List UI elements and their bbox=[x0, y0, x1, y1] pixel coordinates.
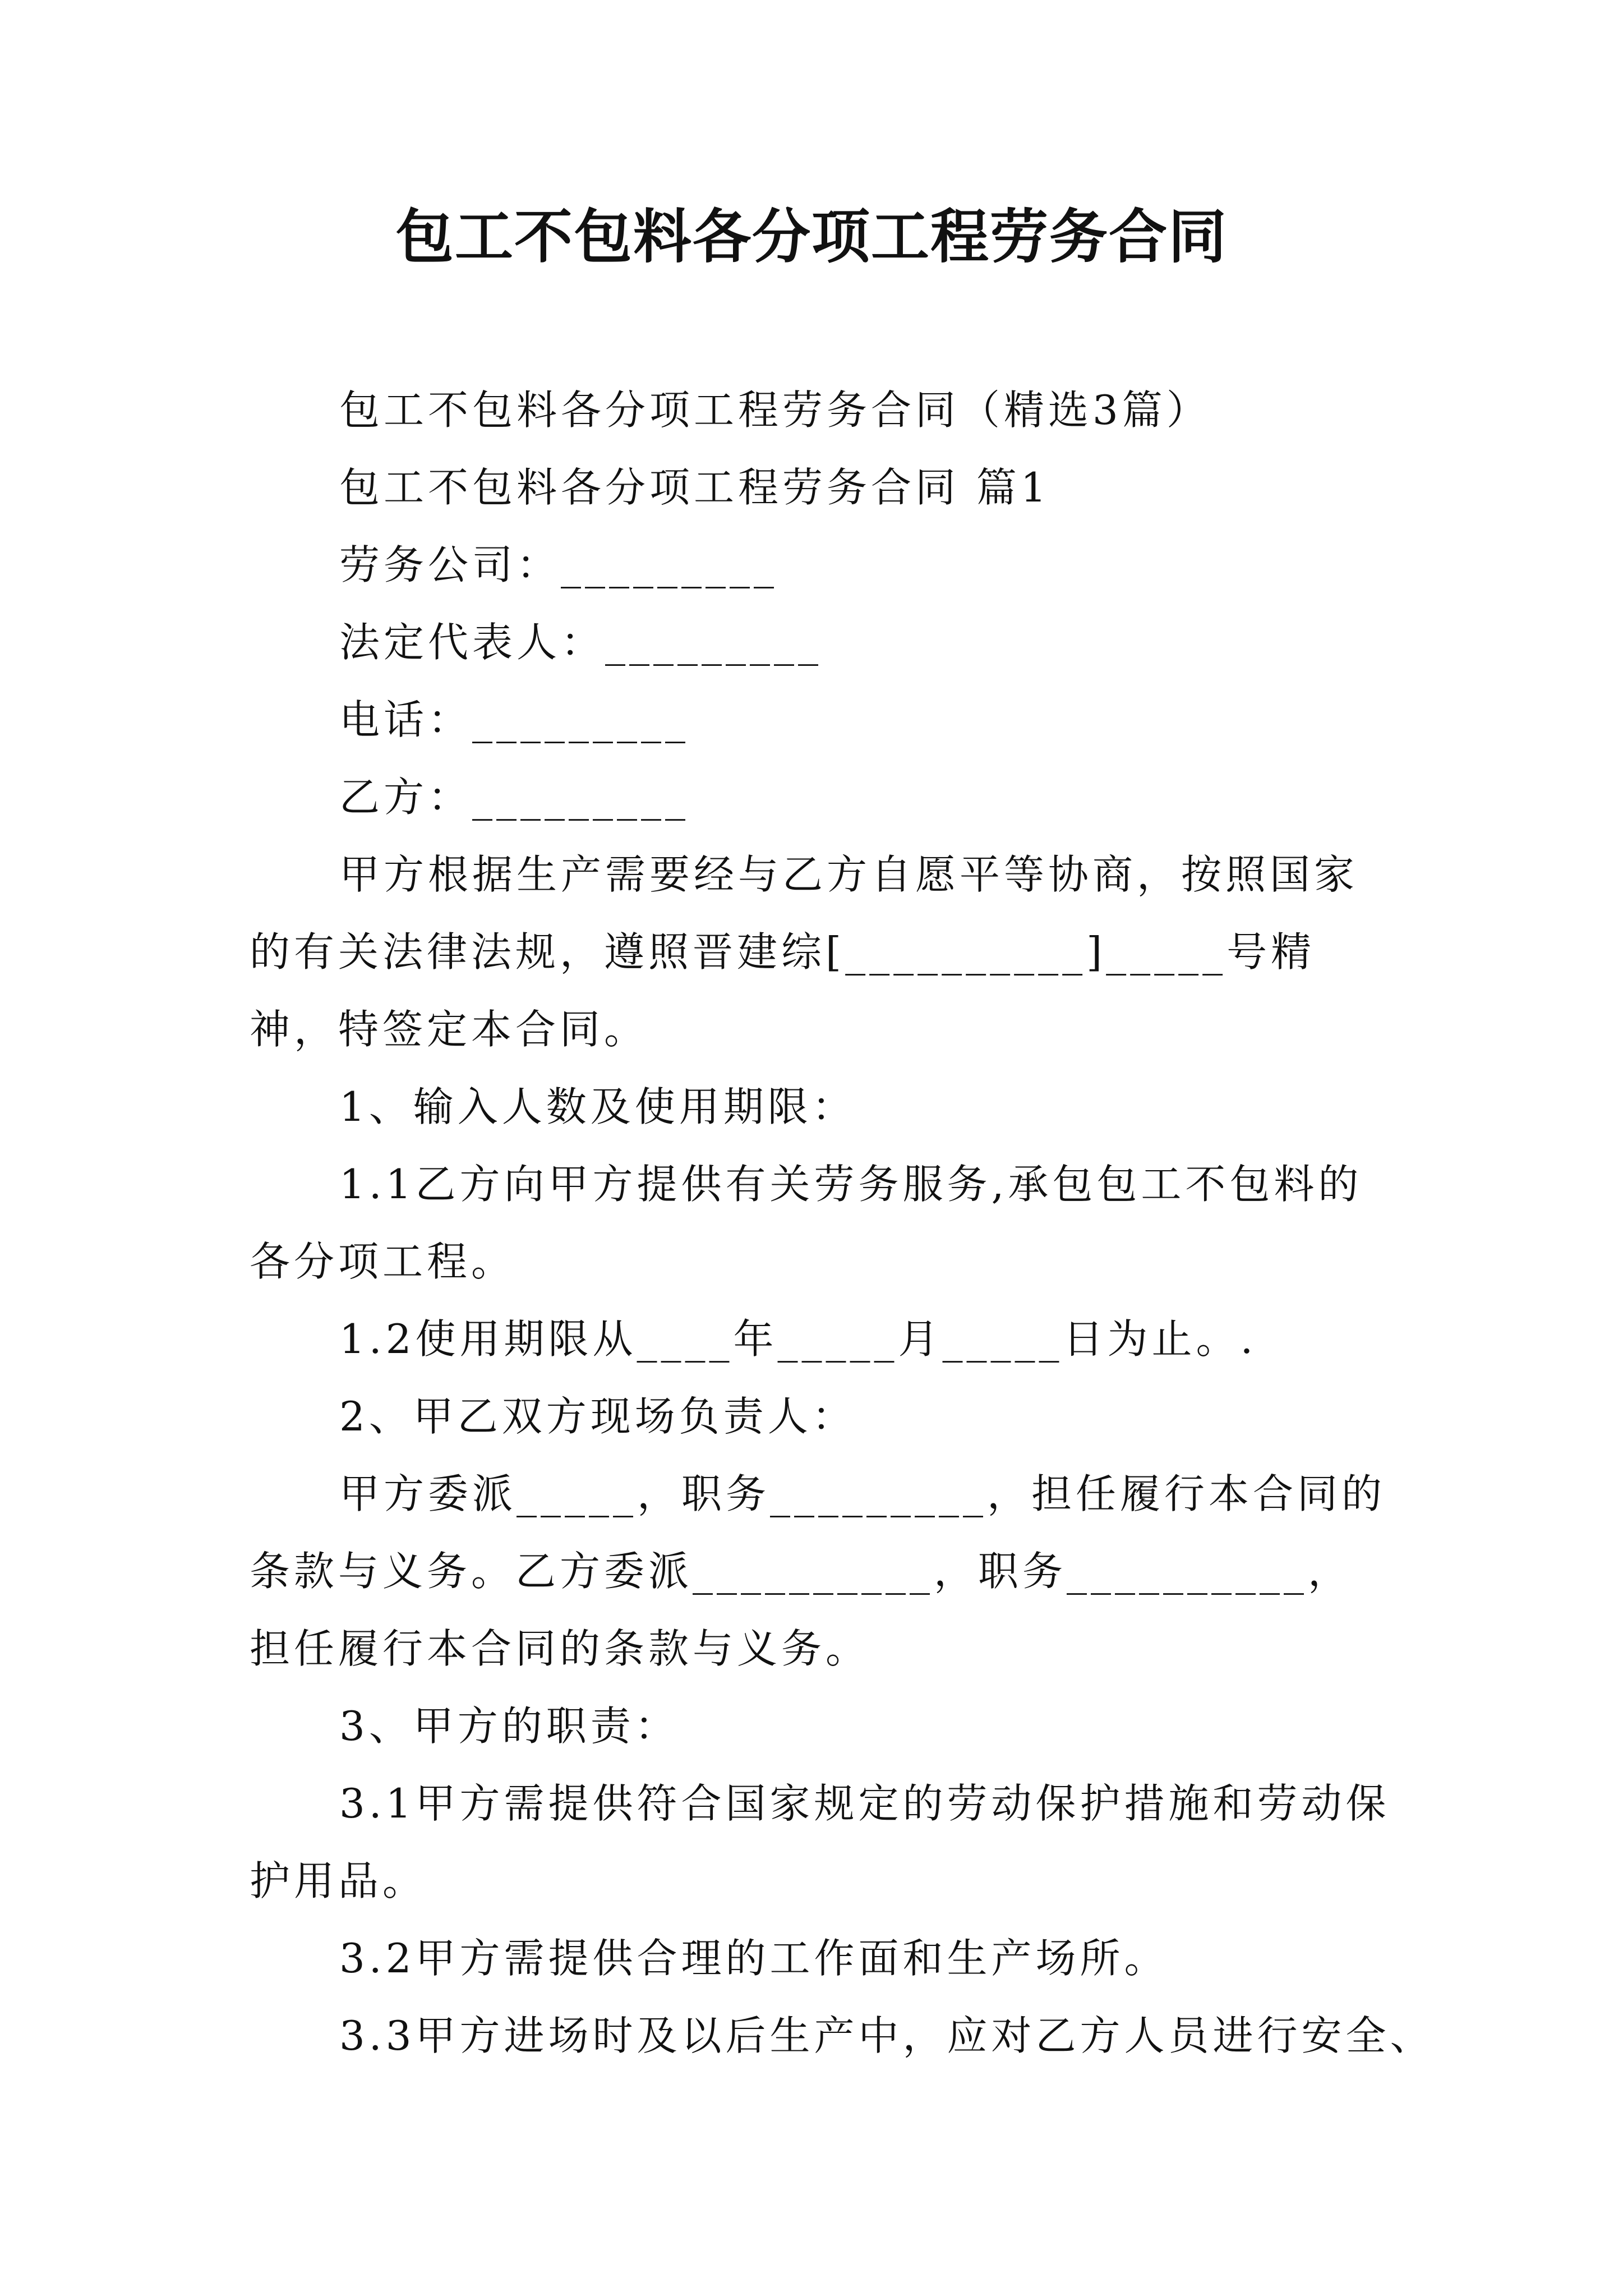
paragraph-clause-3: 3、甲方的职责： bbox=[339, 1703, 679, 1750]
paragraph-subtitle: 包工不包料各分项工程劳务合同（精选3篇） bbox=[339, 386, 1211, 434]
paragraph-clause-2-body: 甲方委派_____，职务_________，担任履行本合同的条款与义务。乙方委派__________，职务__________，担任履行本合同的条款与义务。 bbox=[250, 1470, 1386, 1672]
paragraph-clause-3-1: 3.1甲方需提供符合国家规定的劳动保护措施和劳动保护用品。 bbox=[250, 1780, 1390, 1904]
paragraph-clause-2: 2、甲乙双方现场负责人： bbox=[339, 1393, 856, 1440]
paragraph-legal-representative: 法定代表人：_________ bbox=[339, 619, 823, 666]
paragraph-clause-1-1: 1.1乙方向甲方提供有关劳务服务,承包包工不包料的各分项工程。 bbox=[250, 1161, 1363, 1285]
document-title: 包工不包料各分项工程劳务合同 bbox=[395, 202, 1228, 271]
paragraph-labor-company: 劳务公司：_________ bbox=[339, 541, 778, 588]
paragraph-clause-1: 1、输入人数及使用期限： bbox=[339, 1083, 856, 1130]
paragraph-party-b: 乙方：_________ bbox=[339, 774, 690, 821]
paragraph-section-heading: 包工不包料各分项工程劳务合同 篇1 bbox=[339, 464, 1050, 511]
paragraph-phone: 电话：_________ bbox=[339, 696, 690, 743]
paragraph-preamble: 甲方根据生产需要经与乙方自愿平等协商，按照国家的有关法律法规，遵照晋建综[__________]_____号精神，特签定本合同。 bbox=[250, 851, 1359, 1053]
paragraph-clause-3-2: 3.2甲方需提供合理的工作面和生产场所。 bbox=[339, 1935, 1169, 1982]
paragraph-clause-1-2: 1.2使用期限从____年_____月_____日为止。. bbox=[339, 1315, 1257, 1363]
document-body bbox=[250, 371, 1435, 2074]
paragraph-clause-3-3: 3.3甲方进场时及以后生产中，应对乙方人员进行安全、 bbox=[339, 2012, 1435, 2059]
